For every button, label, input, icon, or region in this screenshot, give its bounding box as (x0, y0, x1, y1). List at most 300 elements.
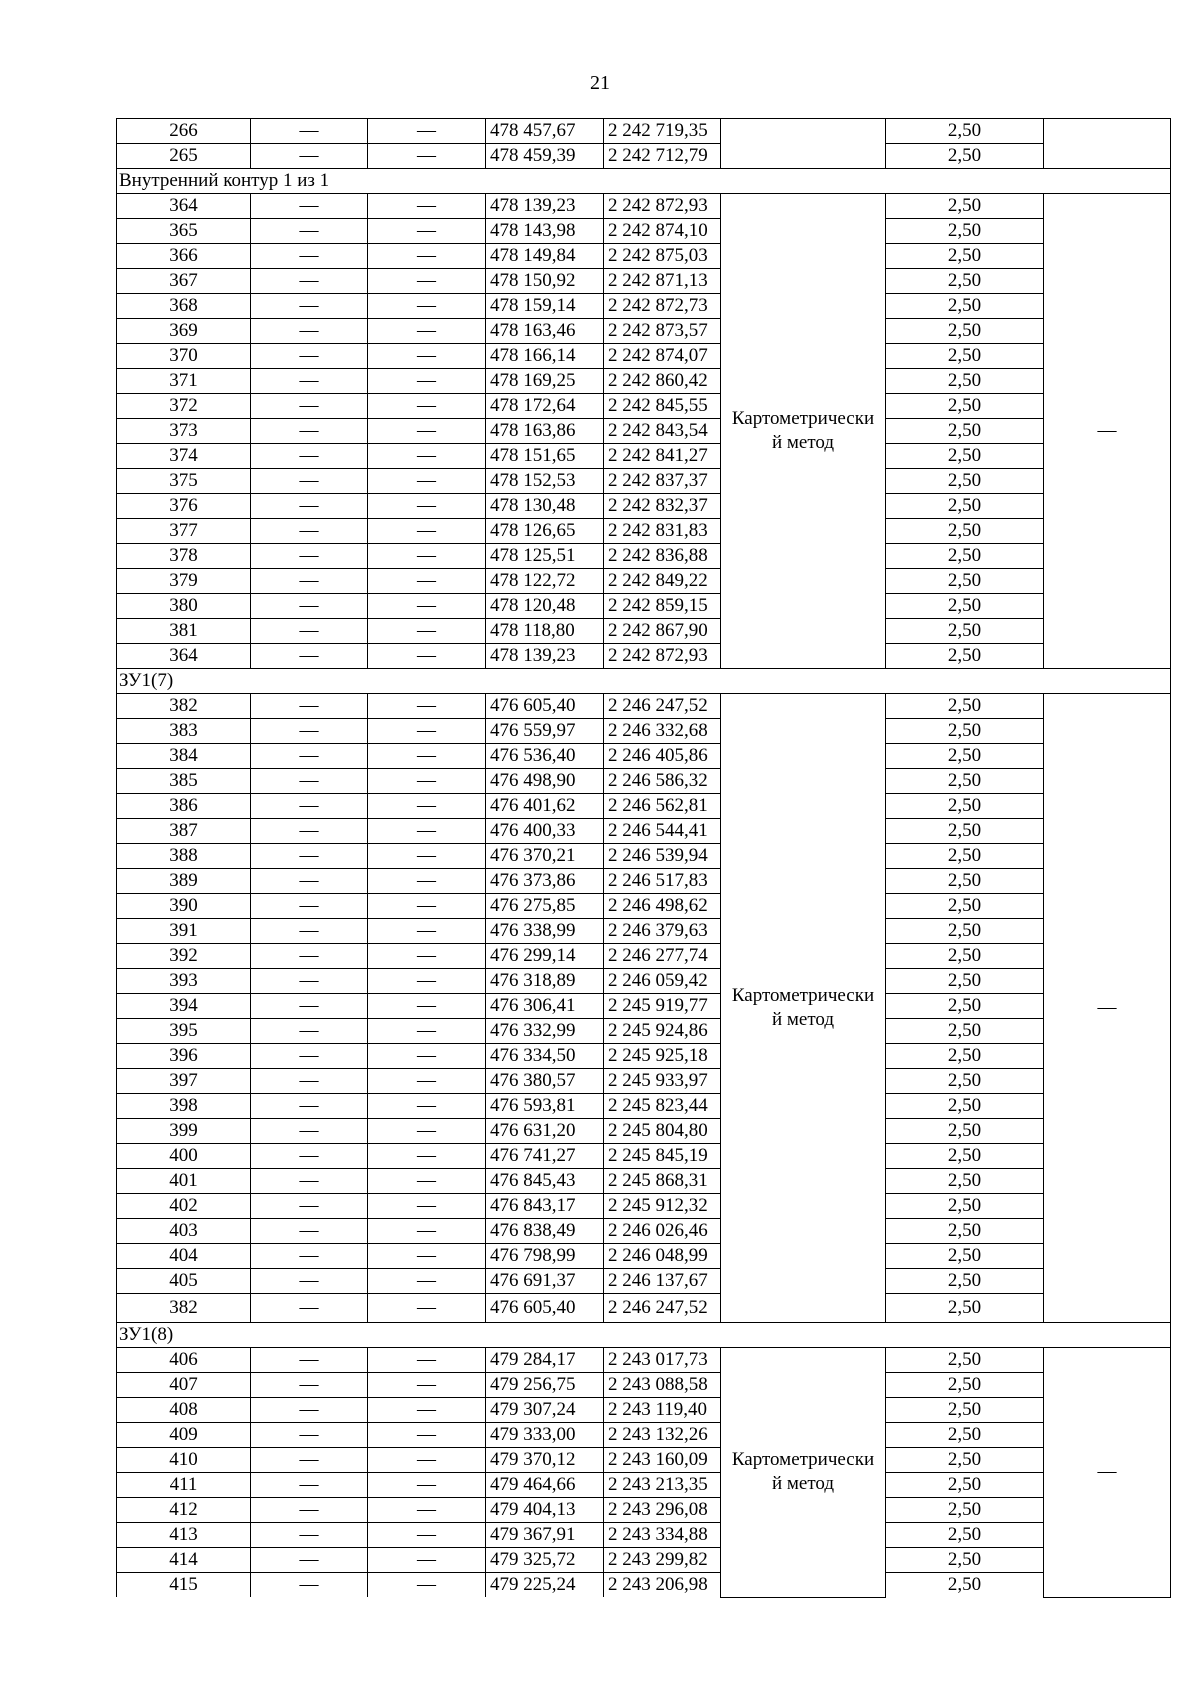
coordinate-x: 476 838,49 (486, 1219, 604, 1244)
coordinate-x: 479 464,66 (486, 1473, 604, 1498)
table-row (117, 269, 1171, 294)
coordinate-y: 2 246 059,42 (604, 969, 721, 994)
dash-cell: — (251, 844, 368, 869)
dash-cell: — (251, 1448, 368, 1473)
remark-dash: — (1044, 694, 1171, 1323)
precision-value: 2,50 (886, 369, 1044, 394)
precision-value: 2,50 (886, 744, 1044, 769)
point-number: 413 (117, 1523, 251, 1548)
point-number: 382 (117, 694, 251, 719)
precision-value: 2,50 (886, 1044, 1044, 1069)
coordinate-x: 478 159,14 (486, 294, 604, 319)
precision-value: 2,50 (886, 794, 1044, 819)
dash-cell: — (251, 769, 368, 794)
dash-cell: — (368, 269, 486, 294)
coordinate-x: 479 404,13 (486, 1498, 604, 1523)
coordinate-y: 2 245 925,18 (604, 1044, 721, 1069)
dash-cell: — (251, 244, 368, 269)
point-number: 374 (117, 444, 251, 469)
dash-cell: — (251, 1498, 368, 1523)
coordinate-y: 2 245 804,80 (604, 1119, 721, 1144)
coordinate-y: 2 242 712,79 (604, 144, 721, 169)
point-number: 395 (117, 1019, 251, 1044)
table-row (117, 494, 1171, 519)
point-number: 389 (117, 869, 251, 894)
table-row (117, 719, 1171, 744)
dash-cell: — (251, 269, 368, 294)
coordinate-x: 478 172,64 (486, 394, 604, 419)
dash-cell: — (251, 594, 368, 619)
precision-value: 2,50 (886, 769, 1044, 794)
dash-cell: — (368, 644, 486, 669)
coordinate-y: 2 245 823,44 (604, 1094, 721, 1119)
table-row (117, 294, 1171, 319)
point-number: 379 (117, 569, 251, 594)
table-row (117, 469, 1171, 494)
section-title: ЗУ1(8) (117, 1323, 1171, 1348)
table-row (117, 419, 1171, 444)
precision-value: 2,50 (886, 1548, 1044, 1573)
dash-cell: — (368, 619, 486, 644)
coordinate-y: 2 242 867,90 (604, 619, 721, 644)
point-number: 400 (117, 1144, 251, 1169)
point-number: 381 (117, 619, 251, 644)
table-row (117, 1169, 1171, 1194)
coordinate-x: 476 400,33 (486, 819, 604, 844)
point-number: 377 (117, 519, 251, 544)
coordinate-y: 2 245 924,86 (604, 1019, 721, 1044)
dash-cell: — (251, 444, 368, 469)
dash-cell: — (368, 1094, 486, 1119)
dash-cell: — (251, 1094, 368, 1119)
dash-cell: — (251, 369, 368, 394)
coordinate-y: 2 246 405,86 (604, 744, 721, 769)
coordinate-x: 476 338,99 (486, 919, 604, 944)
table-row (117, 694, 1171, 719)
table-row (117, 1019, 1171, 1044)
coordinate-y: 2 242 836,88 (604, 544, 721, 569)
dash-cell: — (251, 869, 368, 894)
coordinate-x: 476 605,40 (486, 694, 604, 719)
coordinate-x: 476 370,21 (486, 844, 604, 869)
coordinate-y: 2 242 872,93 (604, 194, 721, 219)
precision-value: 2,50 (886, 269, 1044, 294)
table-row (117, 1219, 1171, 1244)
dash-cell: — (368, 1473, 486, 1498)
dash-cell: — (368, 694, 486, 719)
dash-cell: — (251, 1294, 368, 1323)
point-number: 375 (117, 469, 251, 494)
table-row (117, 119, 1171, 144)
point-number: 410 (117, 1448, 251, 1473)
remark-dash: — (1044, 194, 1171, 669)
precision-value: 2,50 (886, 519, 1044, 544)
table-row (117, 344, 1171, 369)
dash-cell: — (368, 1294, 486, 1323)
point-number: 380 (117, 594, 251, 619)
point-number: 412 (117, 1498, 251, 1523)
table-row (117, 819, 1171, 844)
precision-value: 2,50 (886, 1219, 1044, 1244)
point-number: 265 (117, 144, 251, 169)
coordinate-x: 478 149,84 (486, 244, 604, 269)
dash-cell: — (368, 444, 486, 469)
coordinate-x: 476 593,81 (486, 1094, 604, 1119)
precision-value: 2,50 (886, 419, 1044, 444)
precision-value: 2,50 (886, 1348, 1044, 1373)
dash-cell: — (251, 194, 368, 219)
dash-cell: — (368, 794, 486, 819)
dash-cell: — (368, 319, 486, 344)
point-number: 368 (117, 294, 251, 319)
dash-cell: — (251, 319, 368, 344)
coordinate-y: 2 245 919,77 (604, 994, 721, 1019)
dash-cell: — (251, 394, 368, 419)
coordinate-y: 2 246 539,94 (604, 844, 721, 869)
coordinate-y: 2 242 832,37 (604, 494, 721, 519)
coordinate-y: 2 242 845,55 (604, 394, 721, 419)
dash-cell: — (368, 1523, 486, 1548)
method-cell (721, 194, 886, 669)
dash-cell: — (251, 794, 368, 819)
coordinate-x: 479 256,75 (486, 1373, 604, 1398)
coordinate-x: 478 166,14 (486, 344, 604, 369)
precision-value: 2,50 (886, 394, 1044, 419)
point-number: 404 (117, 1244, 251, 1269)
coordinate-y: 2 246 586,32 (604, 769, 721, 794)
dash-cell: — (368, 944, 486, 969)
dash-cell: — (368, 1448, 486, 1473)
table-row (117, 794, 1171, 819)
precision-value: 2,50 (886, 1398, 1044, 1423)
dash-cell: — (368, 1144, 486, 1169)
coordinate-y: 2 242 849,22 (604, 569, 721, 594)
section-title: ЗУ1(7) (117, 669, 1171, 694)
coordinate-y: 2 243 160,09 (604, 1448, 721, 1473)
dash-cell: — (368, 569, 486, 594)
dash-cell: — (368, 1069, 486, 1094)
table-row (117, 919, 1171, 944)
dash-cell: — (251, 144, 368, 169)
dash-cell: — (368, 1169, 486, 1194)
point-number: 378 (117, 544, 251, 569)
coordinate-x: 479 370,12 (486, 1448, 604, 1473)
coordinate-y: 2 243 088,58 (604, 1373, 721, 1398)
precision-value: 2,50 (886, 244, 1044, 269)
coordinate-y: 2 245 845,19 (604, 1144, 721, 1169)
dash-cell: — (368, 494, 486, 519)
coordinate-x: 476 605,40 (486, 1294, 604, 1323)
point-number: 409 (117, 1423, 251, 1448)
precision-value: 2,50 (886, 844, 1044, 869)
precision-value: 2,50 (886, 144, 1044, 169)
coordinate-y: 2 242 841,27 (604, 444, 721, 469)
dash-cell: — (368, 1373, 486, 1398)
table-row (117, 219, 1171, 244)
dash-cell: — (251, 894, 368, 919)
point-number: 408 (117, 1398, 251, 1423)
remark-dash: — (1044, 1348, 1171, 1598)
point-number: 266 (117, 119, 251, 144)
coordinate-x: 476 741,27 (486, 1144, 604, 1169)
dash-cell: — (251, 1269, 368, 1294)
point-number: 391 (117, 919, 251, 944)
table-row (117, 394, 1171, 419)
coordinate-x: 476 798,99 (486, 1244, 604, 1269)
table-row (117, 894, 1171, 919)
precision-value: 2,50 (886, 319, 1044, 344)
point-number: 414 (117, 1548, 251, 1573)
coordinate-y: 2 246 247,52 (604, 1294, 721, 1323)
table-body (117, 119, 1171, 1598)
table-row (117, 1119, 1171, 1144)
dash-cell: — (251, 494, 368, 519)
point-number: 369 (117, 319, 251, 344)
coordinate-y: 2 243 132,26 (604, 1423, 721, 1448)
table-row (117, 369, 1171, 394)
dash-cell: — (368, 419, 486, 444)
point-number: 397 (117, 1069, 251, 1094)
point-number: 367 (117, 269, 251, 294)
precision-value: 2,50 (886, 1573, 1044, 1598)
page-number: 21 (590, 72, 610, 94)
point-number: 394 (117, 994, 251, 1019)
coordinate-y: 2 242 873,57 (604, 319, 721, 344)
dash-cell: — (368, 769, 486, 794)
coordinate-x: 476 275,85 (486, 894, 604, 919)
dash-cell: — (368, 469, 486, 494)
dash-cell: — (368, 1548, 486, 1573)
method-cell-empty (721, 119, 886, 169)
coordinate-x: 478 130,48 (486, 494, 604, 519)
precision-value: 2,50 (886, 869, 1044, 894)
coordinate-y: 2 243 206,98 (604, 1573, 721, 1598)
coordinate-x: 478 457,67 (486, 119, 604, 144)
coordinate-y: 2 243 299,82 (604, 1548, 721, 1573)
dash-cell: — (251, 1373, 368, 1398)
coordinate-x: 479 307,24 (486, 1398, 604, 1423)
point-number: 402 (117, 1194, 251, 1219)
dash-cell: — (368, 719, 486, 744)
point-number: 403 (117, 1219, 251, 1244)
dash-cell: — (368, 594, 486, 619)
coordinate-x: 476 334,50 (486, 1044, 604, 1069)
coordinate-x: 476 373,86 (486, 869, 604, 894)
dash-cell: — (368, 894, 486, 919)
dash-cell: — (251, 1219, 368, 1244)
table-row (117, 644, 1171, 669)
table-row (117, 1573, 1171, 1598)
method-text-line1: Картометрически (731, 985, 875, 1006)
dash-cell: — (251, 919, 368, 944)
precision-value: 2,50 (886, 219, 1044, 244)
table-row (117, 994, 1171, 1019)
point-number: 401 (117, 1169, 251, 1194)
table-row (117, 444, 1171, 469)
precision-value: 2,50 (886, 1498, 1044, 1523)
dash-cell: — (368, 1019, 486, 1044)
dash-cell: — (368, 369, 486, 394)
point-number: 396 (117, 1044, 251, 1069)
point-number: 387 (117, 819, 251, 844)
precision-value: 2,50 (886, 1448, 1044, 1473)
table-row (117, 1548, 1171, 1573)
coordinate-x: 479 284,17 (486, 1348, 604, 1373)
table-row (117, 969, 1171, 994)
coordinate-y: 2 243 017,73 (604, 1348, 721, 1373)
coordinate-y: 2 242 843,54 (604, 419, 721, 444)
point-number: 388 (117, 844, 251, 869)
dash-cell: — (368, 1194, 486, 1219)
precision-value: 2,50 (886, 494, 1044, 519)
dash-cell: — (251, 1019, 368, 1044)
point-number: 372 (117, 394, 251, 419)
table-row (117, 1523, 1171, 1548)
dash-cell: — (368, 1398, 486, 1423)
dash-cell: — (368, 394, 486, 419)
precision-value: 2,50 (886, 994, 1044, 1019)
precision-value: 2,50 (886, 919, 1044, 944)
precision-value: 2,50 (886, 1373, 1044, 1398)
table-row (117, 1194, 1171, 1219)
coordinate-x: 479 325,72 (486, 1548, 604, 1573)
precision-value: 2,50 (886, 1094, 1044, 1119)
dash-cell: — (251, 219, 368, 244)
table-row (117, 544, 1171, 569)
precision-value: 2,50 (886, 944, 1044, 969)
coordinate-x: 478 169,25 (486, 369, 604, 394)
dash-cell: — (368, 119, 486, 144)
coordinate-x: 476 559,97 (486, 719, 604, 744)
table-row (117, 1473, 1171, 1498)
precision-value: 2,50 (886, 1144, 1044, 1169)
coordinate-x: 476 498,90 (486, 769, 604, 794)
dash-cell: — (368, 1244, 486, 1269)
coordinate-y: 2 242 860,42 (604, 369, 721, 394)
dash-cell: — (368, 344, 486, 369)
precision-value: 2,50 (886, 619, 1044, 644)
dash-cell: — (251, 1473, 368, 1498)
table-row (117, 144, 1171, 169)
coordinate-y: 2 246 026,46 (604, 1219, 721, 1244)
precision-value: 2,50 (886, 894, 1044, 919)
point-number: 370 (117, 344, 251, 369)
table-row (117, 844, 1171, 869)
precision-value: 2,50 (886, 1069, 1044, 1094)
coordinate-x: 478 139,23 (486, 194, 604, 219)
coordinate-x: 476 843,17 (486, 1194, 604, 1219)
dash-cell: — (368, 144, 486, 169)
coordinate-x: 476 691,37 (486, 1269, 604, 1294)
table-row (117, 194, 1171, 219)
coordinate-y: 2 246 137,67 (604, 1269, 721, 1294)
coordinate-x: 476 536,40 (486, 744, 604, 769)
coordinate-x: 476 332,99 (486, 1019, 604, 1044)
dash-cell: — (251, 294, 368, 319)
dash-cell: — (251, 694, 368, 719)
table-row (117, 1044, 1171, 1069)
precision-value: 2,50 (886, 644, 1044, 669)
dash-cell: — (251, 969, 368, 994)
dash-cell: — (368, 1348, 486, 1373)
coordinate-y: 2 245 868,31 (604, 1169, 721, 1194)
precision-value: 2,50 (886, 119, 1044, 144)
coordinate-y: 2 242 875,03 (604, 244, 721, 269)
point-number: 407 (117, 1373, 251, 1398)
point-number: 399 (117, 1119, 251, 1144)
table-row (117, 1448, 1171, 1473)
table-row (117, 244, 1171, 269)
dash-cell: — (368, 519, 486, 544)
coordinate-y: 2 242 872,93 (604, 644, 721, 669)
precision-value: 2,50 (886, 1523, 1044, 1548)
point-number: 406 (117, 1348, 251, 1373)
table-row (117, 1269, 1171, 1294)
point-number: 405 (117, 1269, 251, 1294)
dash-cell: — (251, 419, 368, 444)
dash-cell: — (251, 1398, 368, 1423)
precision-value: 2,50 (886, 1269, 1044, 1294)
point-number: 415 (117, 1573, 251, 1598)
dash-cell: — (368, 1498, 486, 1523)
dash-cell: — (251, 1573, 368, 1598)
table-row (117, 1069, 1171, 1094)
point-number: 390 (117, 894, 251, 919)
point-number: 365 (117, 219, 251, 244)
dash-cell: — (251, 1044, 368, 1069)
coordinate-y: 2 246 247,52 (604, 694, 721, 719)
coordinate-y: 2 246 544,41 (604, 819, 721, 844)
dash-cell: — (251, 1423, 368, 1448)
coordinate-y: 2 242 831,83 (604, 519, 721, 544)
method-cell (721, 1348, 886, 1598)
dash-cell: — (368, 819, 486, 844)
precision-value: 2,50 (886, 1423, 1044, 1448)
table-row (117, 944, 1171, 969)
coordinate-x: 478 151,65 (486, 444, 604, 469)
precision-value: 2,50 (886, 694, 1044, 719)
coordinate-x: 479 225,24 (486, 1573, 604, 1598)
precision-value: 2,50 (886, 594, 1044, 619)
section-header-row (117, 169, 1171, 194)
coordinate-y: 2 243 334,88 (604, 1523, 721, 1548)
precision-value: 2,50 (886, 194, 1044, 219)
table-row (117, 1423, 1171, 1448)
coordinate-x: 478 139,23 (486, 644, 604, 669)
dash-cell: — (368, 869, 486, 894)
coordinate-y: 2 243 213,35 (604, 1473, 721, 1498)
dash-cell: — (368, 1219, 486, 1244)
point-number: 382 (117, 1294, 251, 1323)
dash-cell: — (251, 744, 368, 769)
precision-value: 2,50 (886, 1473, 1044, 1498)
dash-cell: — (251, 719, 368, 744)
method-text-line1: Картометрически (731, 408, 875, 429)
coordinate-x: 476 380,57 (486, 1069, 604, 1094)
table-row (117, 1244, 1171, 1269)
precision-value: 2,50 (886, 1169, 1044, 1194)
coordinate-y: 2 246 277,74 (604, 944, 721, 969)
precision-value: 2,50 (886, 569, 1044, 594)
dash-cell: — (251, 544, 368, 569)
method-text-line2: й метод (771, 1009, 835, 1030)
remark-cell-empty (1044, 119, 1171, 169)
table-row (117, 769, 1171, 794)
coordinate-x: 476 401,62 (486, 794, 604, 819)
precision-value: 2,50 (886, 444, 1044, 469)
coordinate-y: 2 242 874,10 (604, 219, 721, 244)
coordinate-x: 478 118,80 (486, 619, 604, 644)
